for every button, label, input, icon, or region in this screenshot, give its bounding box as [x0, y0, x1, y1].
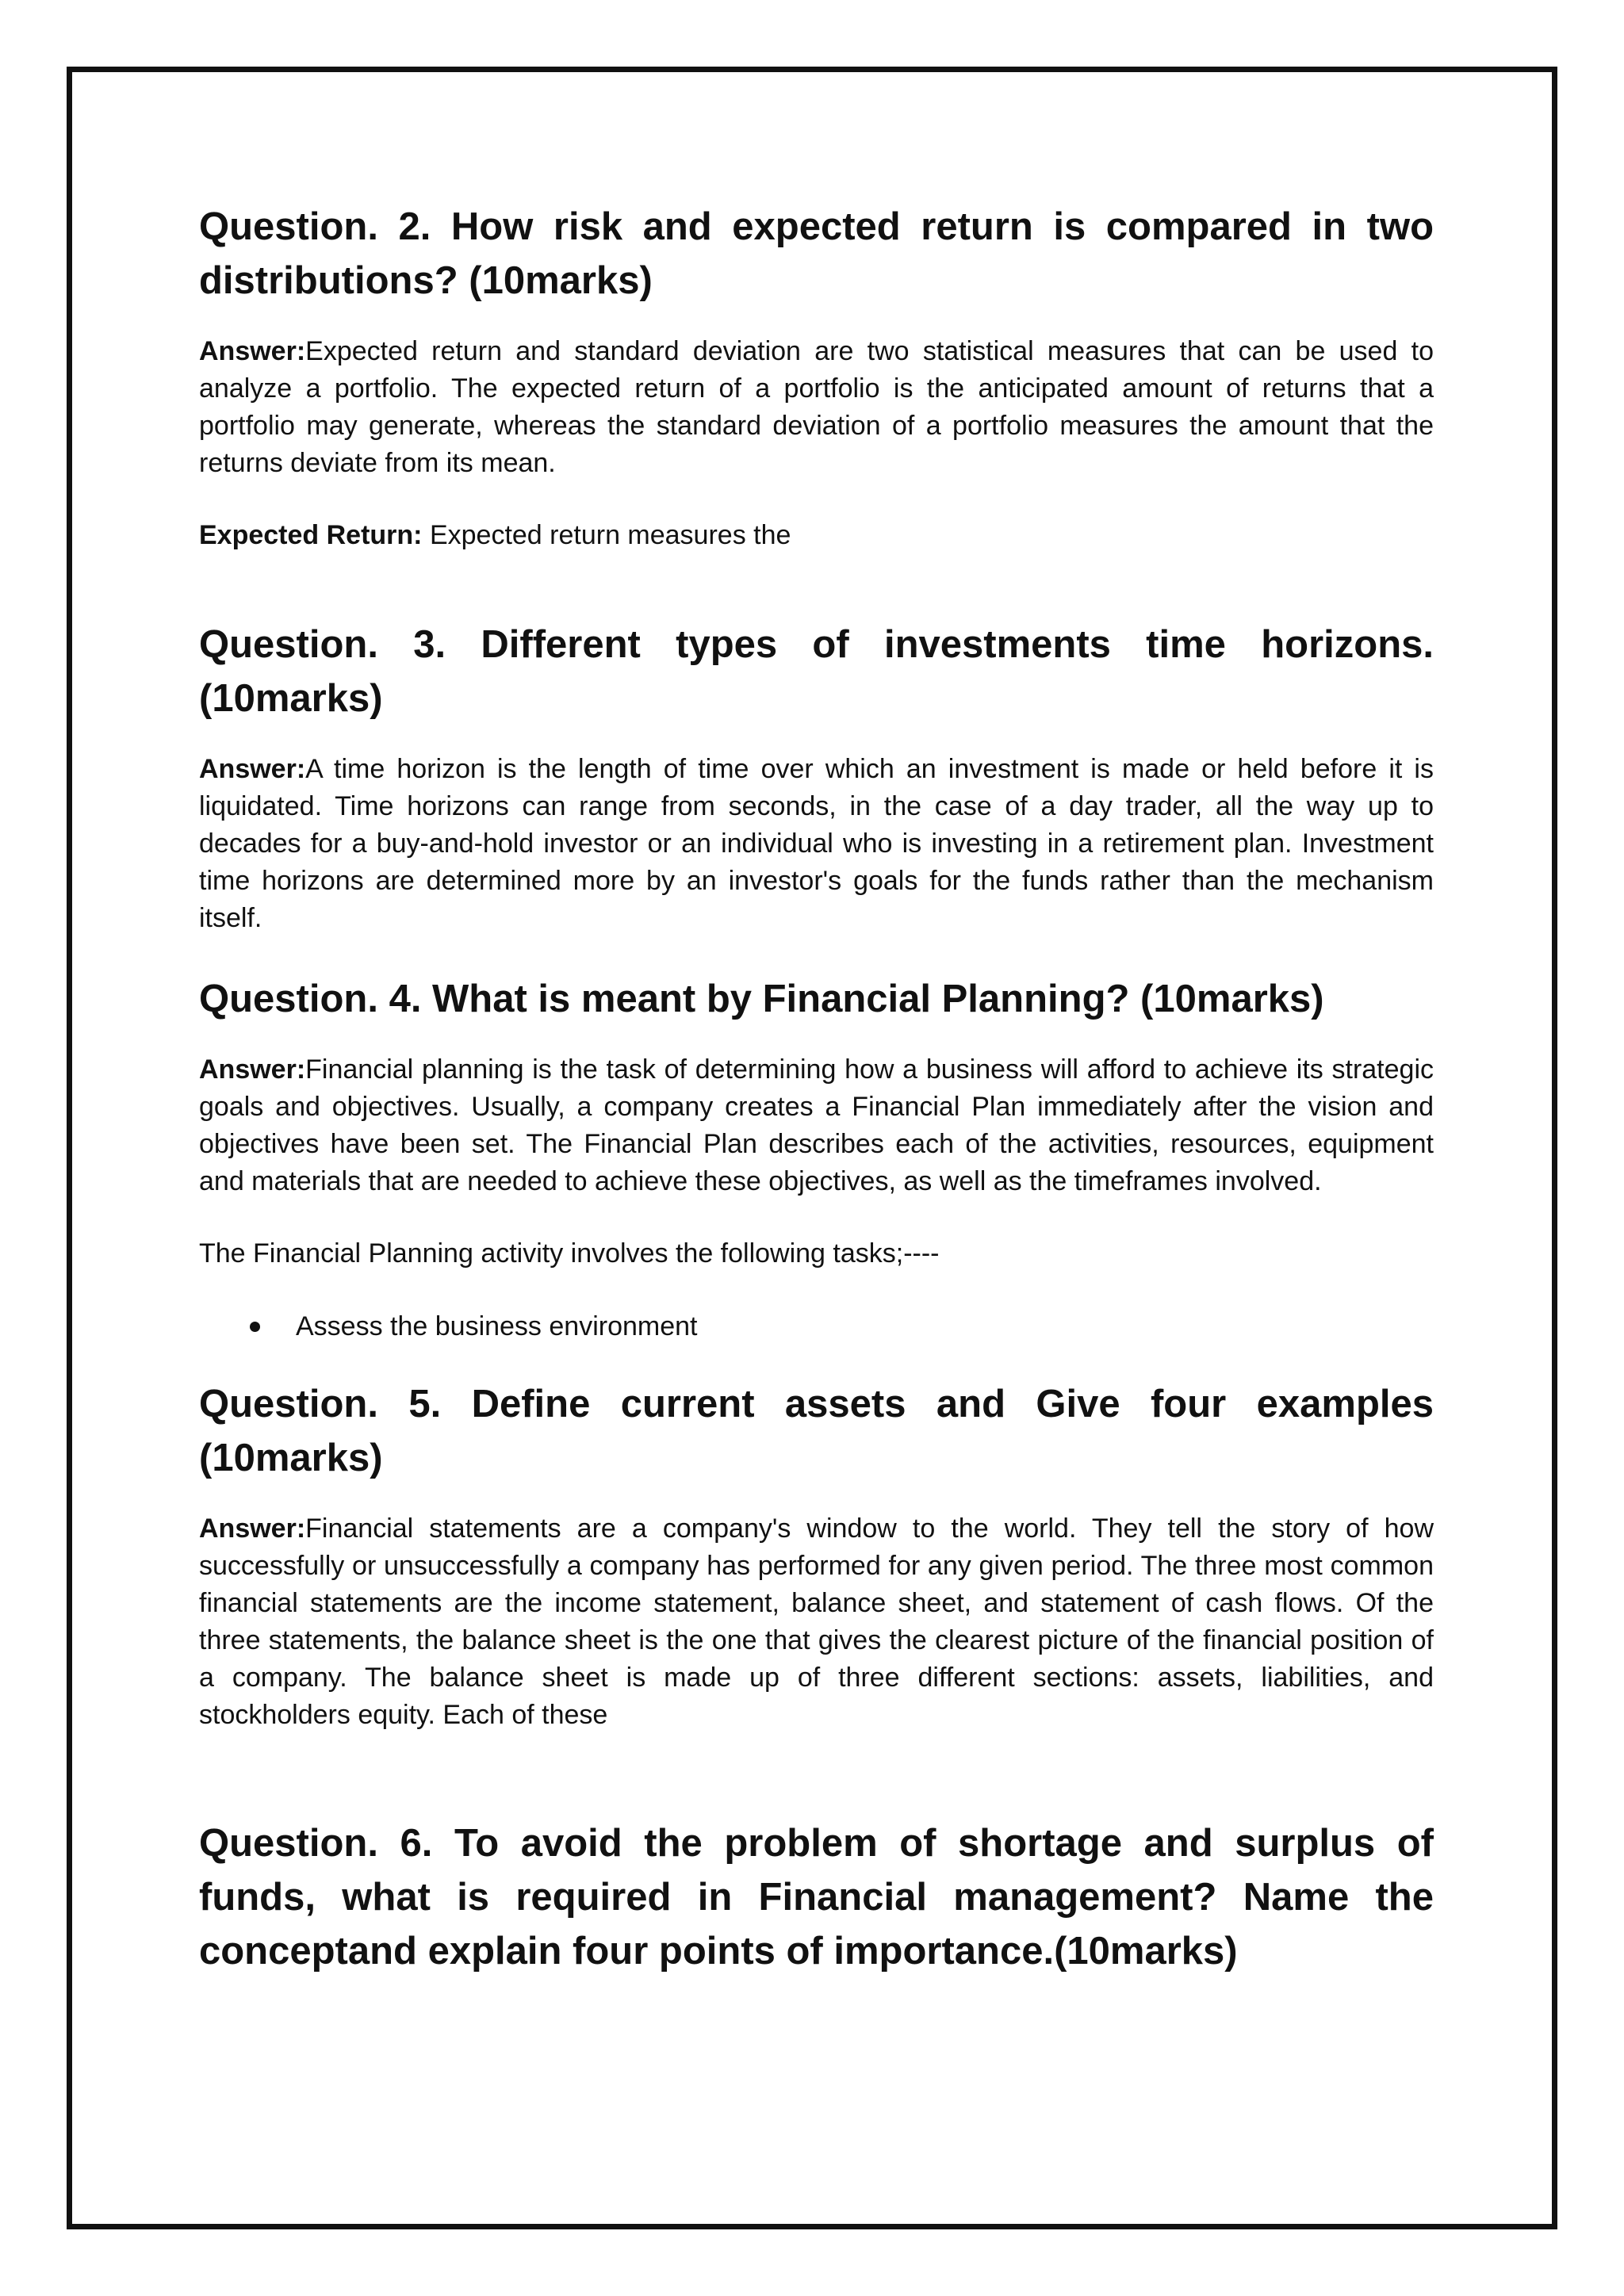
answer-label: Answer: [199, 336, 306, 366]
bullet-icon [250, 1322, 260, 1332]
answer-label: Answer: [199, 1513, 306, 1544]
answer-text: Financial statements are a company's window to the world. They tell the story of how successfully or unsuccessfully a company has performed for any given period. The three most common financial statements are the income statement, balance sheet, and statement of cash flows. Of the three statements, the balance sheet is the one that gives the clearest picture of the financial position of a company. The balance sheet is made up of three different sections: assets, liabilities, and stockholders equity. Each of these [199, 1513, 1434, 1730]
tasks-intro: The Financial Planning activity involves the following tasks;---- [199, 1238, 940, 1269]
answer-text: Financial planning is the task of determining how a business will afford to achieve its strategic goals and objectives. Usually, a company creates a Financial Plan immediately after the vision and objectives have been set. The Financial Plan describes each of the activities, resources, equipment and materials that are needed to achieve these objectives, as well as the timeframes involved. [199, 1054, 1434, 1196]
answer-text: A time horizon is the length of time over which an investment is made or held before it is liquidated. Time horizons can range from seconds, in the case of a day trader, all the way up to decades for a buy-and-hold investor or an individual who is investing in a retirement plan. Investment time horizons are determined more by an investor's goals for the funds rather than the mechanism itself. [199, 754, 1434, 933]
question-2-answer [199, 333, 1434, 482]
question-2-heading: Question. 2. How risk and expected return is compared in two distributions? (10marks) [199, 205, 1434, 302]
question-4-answer [199, 1051, 1434, 1200]
answer-text: Expected return and standard deviation are two statistical measures that can be used to analyze a portfolio. The expected return of a portfolio is the anticipated amount of returns that a portfolio may generate, whereas the standard deviation of a portfolio measures the amount that the returns deviate from its mean. [199, 336, 1434, 478]
question-5-heading: Question. 5. Define current assets and Give four examples (10marks) [199, 1383, 1434, 1479]
document-body [199, 200, 1434, 1978]
expected-return-label: Expected Return: [199, 520, 423, 550]
question-3-heading: Question. 3. Different types of investments time horizons. (10marks) [199, 623, 1434, 720]
answer-label: Answer: [199, 1054, 306, 1085]
expected-return-paragraph [199, 517, 1434, 554]
expected-return-text: Expected return measures the [422, 520, 791, 550]
question-5-answer [199, 1510, 1434, 1734]
answer-label: Answer: [199, 754, 306, 784]
question-4-heading: Question. 4. What is meant by Financial Planning? (10marks) [199, 978, 1324, 1020]
question-6-heading: Question. 6. To avoid the problem of shortage and surplus of funds, what is required in Financial management? Name the conceptand explain four points of importance.(10marks) [199, 1822, 1434, 1973]
list-item [199, 1308, 1434, 1345]
list-item-text: Assess the business environment [296, 1311, 698, 1341]
question-3-answer [199, 751, 1434, 937]
